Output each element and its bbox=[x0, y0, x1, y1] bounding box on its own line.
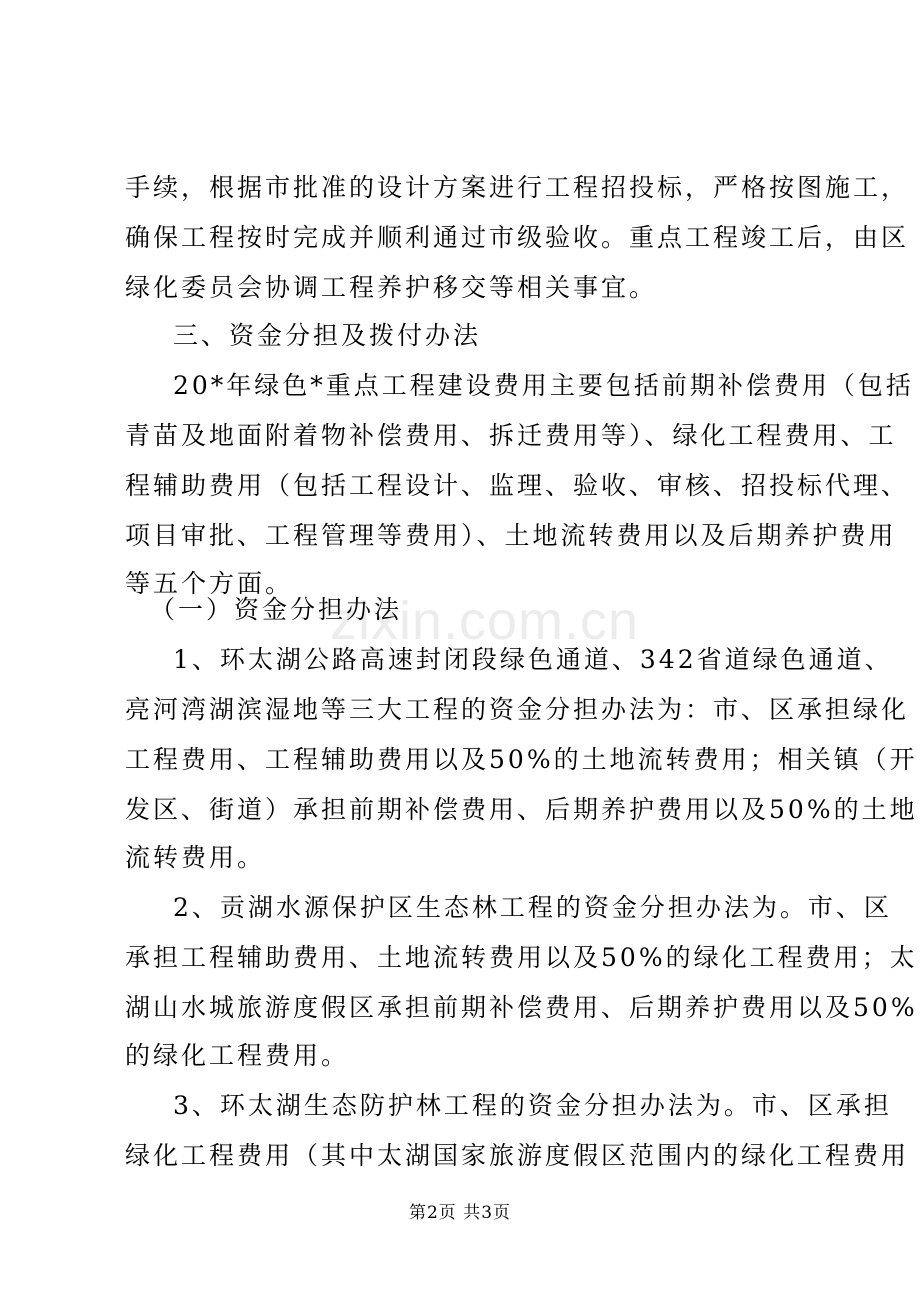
text-line: 3、环太湖生态防护林工程的资金分担办法为。市、区承担 bbox=[173, 1091, 892, 1120]
text-line: 工程费用、工程辅助费用以及50%的土地流转费用；相关镇（开 bbox=[125, 745, 918, 774]
text-line: 20*年绿色*重点工程建设费用主要包括前期补偿费用（包括 bbox=[173, 371, 914, 400]
watermark-text: zixin.com.cn bbox=[330, 591, 640, 651]
text-line: 的绿化工程费用。 bbox=[125, 1041, 350, 1070]
text-line: 手续，根据市批准的设计方案进行工程招投标，严格按图施工， bbox=[125, 173, 910, 202]
page-footer: 第2页 共3页 bbox=[408, 1203, 512, 1223]
text-line: 亮河湾湖滨湿地等三大工程的资金分担办法为：市、区承担绿化 bbox=[125, 695, 910, 724]
text-line: 绿化委员会协调工程养护移交等相关事宜。 bbox=[125, 273, 658, 302]
text-line: 绿化工程费用（其中太湖国家旅游度假区范围内的绿化工程费用 bbox=[125, 1141, 910, 1170]
subsection-heading: （一）资金分担办法 bbox=[150, 595, 403, 624]
text-line: 项目审批、工程管理等费用）、土地流转费用以及后期养护费用 bbox=[125, 521, 897, 550]
text-line: 等五个方面。 bbox=[125, 569, 294, 598]
text-line: 确保工程按时完成并顺利通过市级验收。重点工程竣工后，由区 bbox=[125, 223, 910, 252]
text-line: 青苗及地面附着物补偿费用、拆迁费用等）、绿化工程费用、工 bbox=[125, 421, 897, 450]
text-line: 1、环太湖公路高速封闭段绿色通道、342省道绿色通道、 bbox=[173, 645, 893, 674]
text-line: 程辅助费用（包括工程设计、监理、验收、审核、招投标代理、 bbox=[125, 471, 910, 500]
text-line: 发区、街道）承担前期补偿费用、后期养护费用以及50%的土地 bbox=[125, 795, 918, 824]
section-heading: 三、资金分担及拨付办法 bbox=[173, 321, 482, 350]
text-line: 流转费用。 bbox=[125, 843, 266, 872]
text-line: 承担工程辅助费用、土地流转费用以及50%的绿化工程费用；太 bbox=[125, 943, 918, 972]
text-line: 2、贡湖水源保护区生态林工程的资金分担办法为。市、区 bbox=[173, 893, 892, 922]
text-line: 湖山水城旅游度假区承担前期补偿费用、后期养护费用以及50% bbox=[125, 993, 918, 1022]
